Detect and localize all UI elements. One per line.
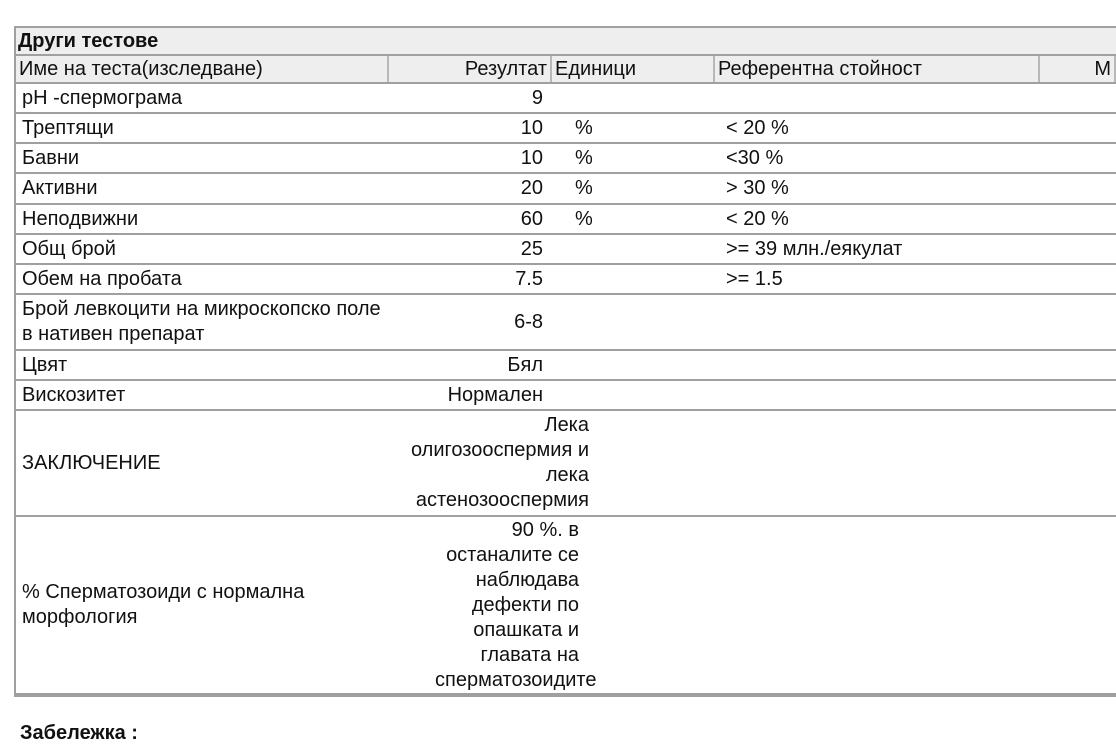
test-reference-text: >= 1.5: [726, 267, 783, 290]
test-result-text: 10: [520, 116, 543, 139]
test-reference: [715, 237, 1040, 262]
table-row: [16, 84, 1116, 114]
test-result: [389, 518, 597, 693]
test-result-text: 10: [520, 146, 543, 169]
table-row: [16, 351, 1116, 381]
test-reference-text: <30 %: [726, 146, 784, 169]
test-unit: [552, 146, 715, 171]
test-name: [16, 297, 389, 347]
test-name-text: % Сперматозоиди с нормална морфология: [22, 581, 305, 628]
test-name: [16, 267, 389, 292]
test-reference-text: > 30 %: [726, 177, 789, 199]
test-result-text: Лека олигозооспермия и лека астенозооспермия: [410, 414, 589, 511]
test-result-text: 60: [520, 207, 543, 230]
test-reference: [715, 176, 1040, 201]
test-result-text: Бял: [507, 353, 543, 376]
test-reference-text: < 20 %: [726, 116, 789, 139]
test-unit: [552, 116, 715, 141]
table-row: [16, 174, 1116, 205]
test-result-text: 7.5: [515, 267, 543, 290]
test-name: [16, 580, 389, 630]
test-result-text: 6-8: [514, 310, 543, 333]
test-result-text: 90 %. в останалите се наблюдава дефекти по опашката и главата на сперматозоидите: [435, 518, 597, 691]
test-result: [389, 310, 552, 335]
test-name: [16, 451, 389, 476]
test-name: [16, 146, 389, 171]
test-name-text: Неподвижни: [22, 207, 139, 230]
table-header: [16, 56, 1116, 84]
test-result: [389, 413, 589, 513]
test-result: [389, 146, 552, 171]
section-title: Други тестове: [16, 28, 1116, 56]
test-unit-text: %: [575, 177, 593, 199]
test-name-text: Брой левкоцити на микроскопско поле в нативен препарат: [22, 298, 381, 345]
test-result: [389, 86, 552, 111]
table-row: [16, 114, 1116, 144]
test-reference: [715, 267, 1040, 292]
test-name-text: Вискозитет: [22, 383, 126, 406]
table-row: [16, 144, 1116, 174]
test-reference-text: >= 39 млн./еякулат: [726, 237, 903, 260]
test-name: [16, 176, 389, 201]
table-row: [16, 205, 1116, 235]
test-result-text: 25: [520, 237, 543, 260]
table-row: [16, 235, 1116, 265]
table-row: [16, 295, 1116, 351]
test-reference: [715, 207, 1040, 232]
header-m: М: [1040, 56, 1116, 82]
test-result: [389, 176, 552, 201]
test-name: [16, 116, 389, 141]
test-unit-text: %: [575, 146, 593, 169]
header-name: Име на теста(изследване): [16, 56, 389, 82]
test-result: [389, 116, 552, 141]
test-name-text: Трептящи: [22, 116, 114, 139]
test-name-text: Общ брой: [22, 237, 116, 260]
test-unit: [552, 176, 715, 201]
test-name-text: Обем на пробата: [22, 267, 182, 290]
table-row: [16, 265, 1116, 295]
test-result: [389, 353, 552, 378]
other-tests-table: [14, 26, 1116, 697]
header-units: Единици: [552, 56, 715, 82]
test-unit: [552, 207, 715, 232]
test-reference: [715, 146, 1040, 171]
test-result: [389, 207, 552, 232]
note-label: Забележка :: [20, 722, 138, 744]
test-name-text: Бавни: [22, 146, 80, 169]
test-name: [16, 207, 389, 232]
test-result-text: 9: [531, 86, 543, 109]
test-name: [16, 237, 389, 262]
header-reference: Референтна стойност: [715, 56, 1040, 82]
test-reference-text: < 20 %: [726, 207, 789, 230]
test-result-text: Нормален: [447, 383, 543, 406]
test-result-text: 20: [520, 177, 543, 199]
test-name-text: pH -спермограма: [22, 86, 183, 109]
table-row: [16, 381, 1116, 411]
header-result: Резултат: [389, 56, 552, 82]
test-name-text: Цвят: [22, 353, 68, 376]
test-unit-text: %: [575, 116, 593, 139]
test-name: [16, 86, 389, 111]
test-name: [16, 353, 389, 378]
test-name: [16, 383, 389, 408]
test-unit-text: %: [575, 207, 593, 230]
table-row: [16, 517, 1116, 695]
test-result: [389, 237, 552, 262]
test-name-text: ЗАКЛЮЧЕНИЕ: [22, 451, 161, 474]
test-reference: [715, 116, 1040, 141]
table-row: [16, 411, 1116, 517]
test-result: [389, 267, 552, 292]
test-result: [389, 383, 552, 408]
test-name-text: Активни: [22, 177, 98, 199]
